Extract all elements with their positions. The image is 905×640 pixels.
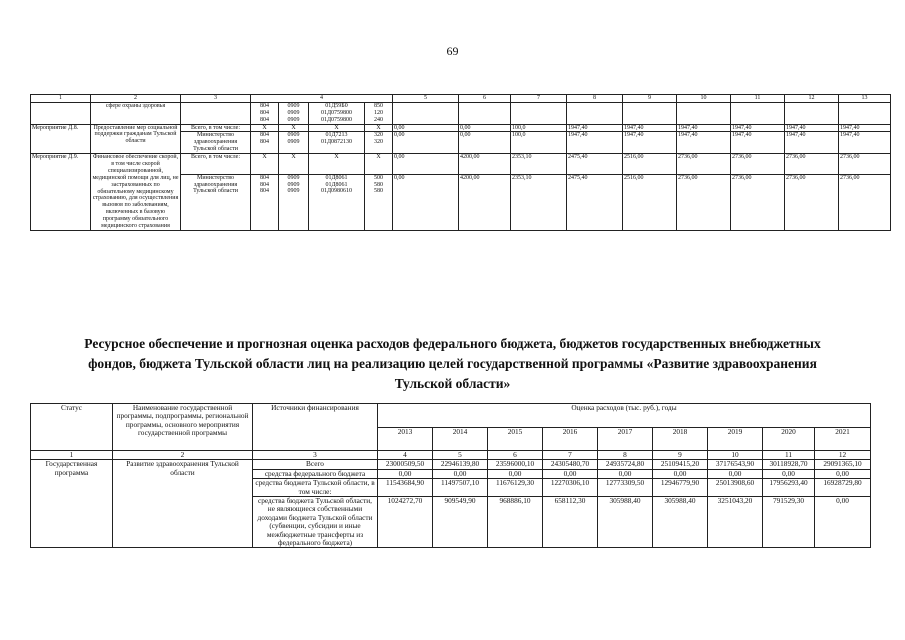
header-row xyxy=(31,404,871,428)
header-estimate: Оценка расходов (тыс. руб.), годы xyxy=(378,404,871,428)
col-num: 2 xyxy=(91,95,181,103)
col-num: 12 xyxy=(815,451,871,460)
value-cell: 3251043,20 xyxy=(708,496,763,547)
value-cell: 0,00 xyxy=(708,469,763,478)
row-program: Развитие здравоохранения Тульской области xyxy=(113,460,253,548)
value-cell: 2353,10 xyxy=(511,174,567,230)
code-cell: X xyxy=(365,124,393,132)
col-num: 3 xyxy=(253,451,378,460)
value-cell: 2475,40 xyxy=(567,174,623,230)
col-num: 7 xyxy=(543,451,598,460)
source-cell: средства бюджета Тульской области, не являющиеся собственными доходами бюджета Тульской области (субвенции, субсидии и иные межбюджетные трансферты из федерального бюджета) xyxy=(253,496,378,547)
col-num: 4 xyxy=(251,95,393,103)
col-num: 6 xyxy=(459,95,511,103)
value-cell: 0,00 xyxy=(433,469,488,478)
row-name: Финансовое обеспечение скорой, в том числе скорой специализированной, медицинской помощи для лиц, не застрахованных по обязательному медицинскому страхованию, для осуществления вызовов по заболеваниям, включенных в базовую программу обязательного медицинского страхования xyxy=(92,154,179,230)
table-row xyxy=(31,102,891,124)
value-cell: 0,00 xyxy=(393,174,459,230)
code-cell: X xyxy=(251,124,279,132)
code-cell: 804 804 804 xyxy=(251,174,279,230)
value-cell: 1947,40 xyxy=(839,132,891,154)
value-cell: 791529,30 xyxy=(763,496,815,547)
col-num: 8 xyxy=(567,95,623,103)
value-cell: 16928729,80 xyxy=(815,479,871,497)
table-row xyxy=(31,460,871,469)
header-name: Наименование государственной программы, подпрограммы, региональной программы, основного мероприятия государственной программы xyxy=(113,404,253,451)
value-cell: 11676129,30 xyxy=(488,479,543,497)
value-cell: 24935724,80 xyxy=(598,460,653,469)
year-header: 2018 xyxy=(653,427,708,451)
value-cell: 2353,10 xyxy=(511,154,567,174)
code-cell: X xyxy=(251,154,279,174)
value-cell: 22946139,80 xyxy=(433,460,488,469)
value-cell: 37176543,90 xyxy=(708,460,763,469)
value-cell: 2516,00 xyxy=(623,154,677,174)
value-cell: 0,00 xyxy=(815,496,871,547)
year-header: 2016 xyxy=(543,427,598,451)
value-cell: 0,00 xyxy=(488,469,543,478)
value-cell: 30118928,70 xyxy=(763,460,815,469)
source-cell: средства бюджета Тульской области, в том числе: xyxy=(253,479,378,497)
value-cell: 968886,10 xyxy=(488,496,543,547)
source-cell: Всего, в том числе: xyxy=(181,124,251,132)
code-cell: X xyxy=(279,124,309,132)
value-cell: 0,00 xyxy=(393,124,459,132)
continued-resource-table xyxy=(30,94,891,231)
col-num: 10 xyxy=(708,451,763,460)
row-status: Мероприятие Д.9. xyxy=(31,154,91,231)
year-header: 2015 xyxy=(488,427,543,451)
section-title: Ресурсное обеспечение и прогнозная оценка расходов федерального бюджета, бюджетов государственных внебюджетных фондов, бюджета Тульской области лиц на реализацию целей государственной программы «Развитие здравоохранения Тульской области» xyxy=(84,336,821,391)
year-header: 2021 xyxy=(815,427,871,451)
value-cell: 1947,40 xyxy=(785,124,839,132)
value-cell: 0,00 xyxy=(459,124,511,132)
code-cell: 01Д8061 01Д8061 01Д0980610 xyxy=(309,174,365,230)
col-num: 8 xyxy=(598,451,653,460)
code-cell: 0909 0909 xyxy=(279,132,309,154)
col-num: 11 xyxy=(763,451,815,460)
value-cell: 11497507,10 xyxy=(433,479,488,497)
value-cell: 1947,40 xyxy=(677,124,731,132)
value-cell: 12270306,10 xyxy=(543,479,598,497)
value-cell: 2736,00 xyxy=(785,174,839,230)
value-cell: 1947,40 xyxy=(623,132,677,154)
header-status: Статус xyxy=(31,404,113,451)
value-cell: 2475,40 xyxy=(567,154,623,174)
resource-estimate-table xyxy=(30,403,871,548)
value-cell: 0,00 xyxy=(598,469,653,478)
col-num: 9 xyxy=(623,95,677,103)
code-cell: 0909 0909 0909 xyxy=(279,102,309,124)
value-cell: 2736,00 xyxy=(731,174,785,230)
value-cell: 1947,40 xyxy=(677,132,731,154)
value-cell: 2736,00 xyxy=(785,154,839,174)
code-cell: 0909 0909 0909 xyxy=(279,174,309,230)
value-cell: 0,00 xyxy=(378,469,433,478)
value-cell: 12946779,90 xyxy=(653,479,708,497)
value-cell: 23596000,10 xyxy=(488,460,543,469)
source-cell: средства федерального бюджета xyxy=(253,469,378,478)
page-number: 69 xyxy=(446,44,459,58)
code-cell: 804 804 804 xyxy=(251,102,279,124)
value-cell: 2516,00 xyxy=(623,174,677,230)
table-row xyxy=(31,154,891,174)
value-cell: 2736,00 xyxy=(839,154,891,174)
value-cell: 2736,00 xyxy=(731,154,785,174)
col-num: 5 xyxy=(393,95,459,103)
value-cell: 12773309,50 xyxy=(598,479,653,497)
table-row xyxy=(31,124,891,132)
header-source: Источники финансирования xyxy=(253,404,378,451)
col-num: 2 xyxy=(113,451,253,460)
col-num: 4 xyxy=(378,451,433,460)
value-cell: 0,00 xyxy=(763,469,815,478)
col-num: 5 xyxy=(433,451,488,460)
col-num: 9 xyxy=(653,451,708,460)
value-cell: 0,00 xyxy=(393,154,459,174)
value-cell: 11543684,90 xyxy=(378,479,433,497)
year-header: 2014 xyxy=(433,427,488,451)
value-cell: 0,00 xyxy=(459,132,511,154)
source-cell: Всего, в том числе: xyxy=(181,154,251,174)
col-num: 1 xyxy=(31,95,91,103)
value-cell: 29091365,10 xyxy=(815,460,871,469)
value-cell: 100,0 xyxy=(511,124,567,132)
value-cell: 305988,40 xyxy=(598,496,653,547)
value-cell: 909549,90 xyxy=(433,496,488,547)
value-cell: 2736,00 xyxy=(839,174,891,230)
value-cell: 1024272,70 xyxy=(378,496,433,547)
column-numbers-row xyxy=(31,451,871,460)
value-cell: 305988,40 xyxy=(653,496,708,547)
col-num: 6 xyxy=(488,451,543,460)
row-status: Мероприятие Д.8. xyxy=(31,124,91,154)
value-cell: 1947,40 xyxy=(623,124,677,132)
column-numbers-row xyxy=(31,95,891,103)
col-num: 13 xyxy=(839,95,891,103)
value-cell: 1947,40 xyxy=(731,124,785,132)
row-status: Государственная программа xyxy=(31,460,113,548)
year-header: 2017 xyxy=(598,427,653,451)
value-cell: 1947,40 xyxy=(567,124,623,132)
value-cell: 1947,40 xyxy=(567,132,623,154)
code-cell: X xyxy=(365,154,393,174)
value-cell: 4200,00 xyxy=(459,174,511,230)
value-cell: 25013908,60 xyxy=(708,479,763,497)
code-cell: 804 804 xyxy=(251,132,279,154)
row-name: сфере охраны здоровья xyxy=(91,102,181,124)
value-cell: 0,00 xyxy=(653,469,708,478)
value-cell: 0,00 xyxy=(543,469,598,478)
value-cell: 2736,00 xyxy=(677,154,731,174)
col-num: 12 xyxy=(785,95,839,103)
code-cell: 850 120 240 xyxy=(365,102,393,124)
col-num: 11 xyxy=(731,95,785,103)
value-cell: 658112,30 xyxy=(543,496,598,547)
source-cell: Министерство здравоохранения Тульской области xyxy=(181,174,251,230)
value-cell: 25109415,20 xyxy=(653,460,708,469)
value-cell: 23000509,50 xyxy=(378,460,433,469)
code-cell: 01Д59Б0 01Д0759800 01Д0759800 xyxy=(309,102,365,124)
row-name: Предоставление мер социальной поддержки гражданам Тульской области xyxy=(91,124,181,154)
value-cell: 1947,40 xyxy=(731,132,785,154)
value-cell: 2736,00 xyxy=(677,174,731,230)
value-cell: 24305480,70 xyxy=(543,460,598,469)
col-num: 1 xyxy=(31,451,113,460)
col-num: 3 xyxy=(181,95,251,103)
value-cell: 1947,40 xyxy=(839,124,891,132)
source-cell: Министерство здравоохранения Тульской области xyxy=(181,132,251,154)
code-cell: 01Д7213 01Д0872130 xyxy=(309,132,365,154)
col-num: 7 xyxy=(511,95,567,103)
year-header: 2019 xyxy=(708,427,763,451)
code-cell: X xyxy=(309,124,365,132)
code-cell: X xyxy=(309,154,365,174)
year-header: 2013 xyxy=(378,427,433,451)
value-cell: 0,00 xyxy=(815,469,871,478)
value-cell: 4200,00 xyxy=(459,154,511,174)
value-cell: 17956293,40 xyxy=(763,479,815,497)
value-cell: 1947,40 xyxy=(785,132,839,154)
col-num: 10 xyxy=(677,95,731,103)
source-cell: Всего xyxy=(253,460,378,469)
year-header: 2020 xyxy=(763,427,815,451)
code-cell: 320 320 xyxy=(365,132,393,154)
value-cell: 100,0 xyxy=(511,132,567,154)
value-cell: 0,00 xyxy=(393,132,459,154)
code-cell: 500 580 580 xyxy=(365,174,393,230)
code-cell: X xyxy=(279,154,309,174)
